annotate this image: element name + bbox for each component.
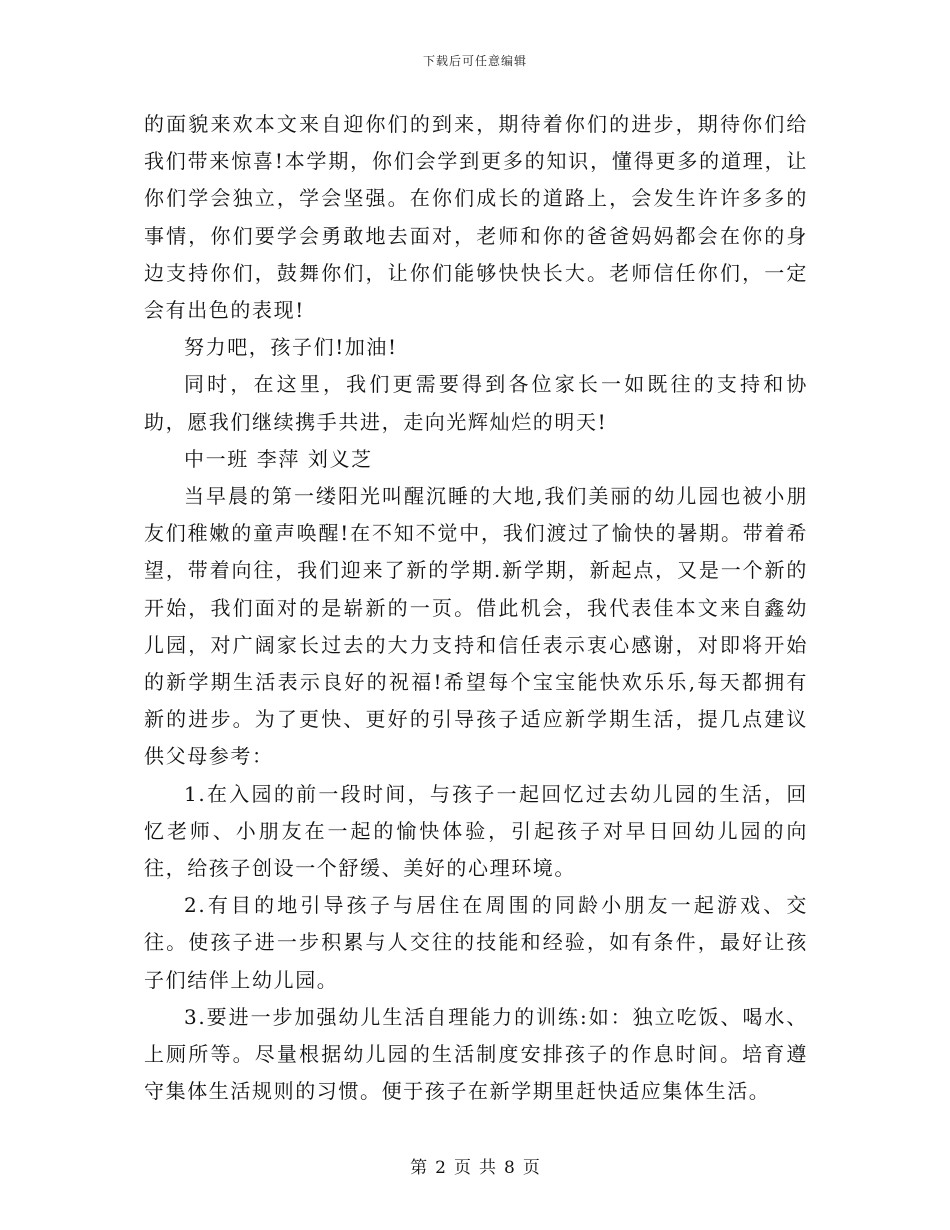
suggestion-item-1: 1.在入园的前一段时间，与孩子一起回忆过去幼儿园的生活，回忆老师、小朋友在一起的愉快体验，引起孩子对早日回幼儿园的向往，给孩子创设一个舒缓、美好的心理环境。 bbox=[144, 781, 808, 881]
footer-current-page: 2 bbox=[435, 1158, 446, 1178]
document-body bbox=[144, 106, 808, 1110]
footer-prefix: 第 bbox=[410, 1158, 428, 1178]
signature-line: 中一班 李萍 刘义芝 bbox=[184, 446, 373, 471]
paragraph-parents-support: 同时，在这里，我们更需要得到各位家长一如既往的支持和协助，愿我们继续携手共进，走向光辉灿烂的明天! bbox=[144, 372, 808, 434]
paragraph-continued: 的面貌来欢本文来自迎你们的到来，期待着你们的进步，期待你们给我们带来惊喜!本学期，你们会学到更多的知识，懂得更多的道理，让你们学会独立，学会坚强。在你们成长的道路上，会发生许许多多的事情，你们要学会勇敢地去面对，老师和你的爸爸妈妈都会在你的身边支持你们，鼓舞你们，让你们能够快快长大。老师信任你们，一定会有出色的表现! bbox=[144, 112, 808, 323]
footer-page-word: 页 bbox=[454, 1158, 471, 1178]
paragraph-cheer: 努力吧，孩子们!加油! bbox=[184, 335, 398, 360]
page-number-footer bbox=[0, 1153, 950, 1178]
suggestion-item-3: 3.要进一步加强幼儿生活自理能力的训练:如：独立吃饭、喝水、上厕所等。尽量根据幼儿园的生活制度安排孩子的作息时间。培育遵守集体生活规则的习惯。便于孩子在新学期里赶快适应集体生活。 bbox=[144, 1004, 808, 1104]
header-note: 下载后可任意编辑 bbox=[422, 54, 527, 68]
suggestion-item-2: 2.有目的地引导孩子与居住在周围的同龄小朋友一起游戏、交往。使孩子进一步积累与人交往的技能和经验，如有条件，最好让孩子们结伴上幼儿园。 bbox=[144, 893, 808, 992]
footer-total-word: 共 bbox=[479, 1158, 496, 1178]
footer-suffix: 页 bbox=[522, 1158, 540, 1178]
paragraph-new-term: 当早晨的第一缕阳光叫醒沉睡的大地,我们美丽的幼儿园也被小朋友们稚嫩的童声唤醒!在不知不觉中，我们渡过了愉快的暑期。带着希望，带着向往，我们迎来了新的学期.新学期，新起点，又是一个新的开始，我们面对的是崭新的一页。借此机会，我代表佳本文来自鑫幼儿园，对广阔家长过去的大力支持和信任表示衷心感谢，对即将开始的新学期生活表示良好的祝福!希望每个宝宝能快欢乐乐,每天都拥有新的进步。为了更快、更好的引导孩子适应新学期生活，提几点建议供父母参考： bbox=[144, 484, 808, 769]
footer-total-pages: 8 bbox=[504, 1158, 515, 1178]
